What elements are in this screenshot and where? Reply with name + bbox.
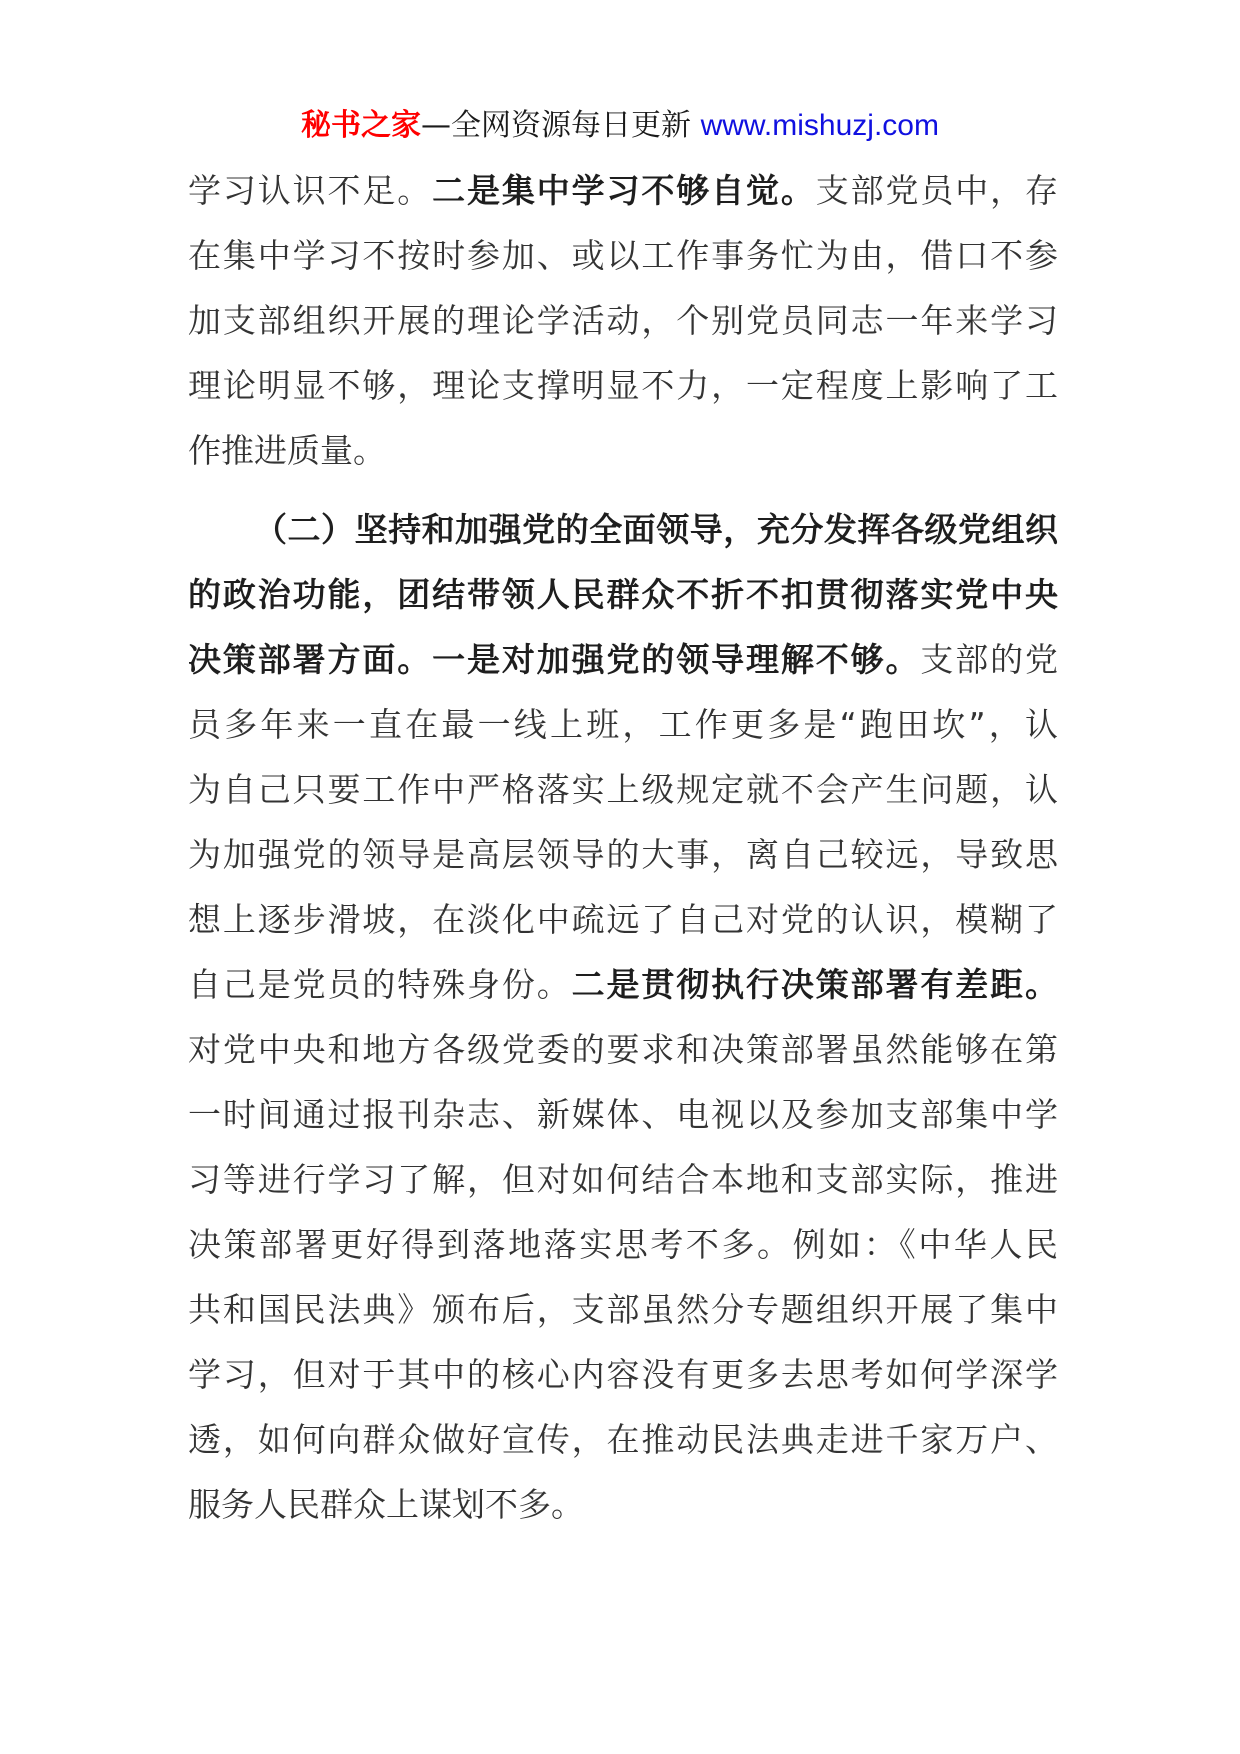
- section-heading-line: 的政治功能，团结带领人民群众不折不扣贯彻落实党中央: [188, 575, 1058, 614]
- bold-heading-run: 二是集中学习不够自觉。: [432, 171, 816, 210]
- text-line: 习等进行学习了解，但对如何结合本地和支部实际，推进: [188, 1160, 1058, 1199]
- brand-name: 秘书之家: [301, 108, 422, 143]
- text-line: 想上逐步滑坡，在淡化中疏远了自己对党的认识，模糊了: [188, 900, 1058, 939]
- text-line: [188, 158, 1058, 223]
- paragraph-1: [188, 158, 1058, 483]
- text-line: 对党中央和地方各级党委的要求和决策部署虽然能够在第: [188, 1030, 1058, 1069]
- text-line: [188, 952, 1058, 1017]
- text-run: 自己是党员的特殊身份。: [188, 965, 572, 1004]
- text-line: 员多年来一直在最一线上班，工作更多是“跑田坎”，认: [188, 705, 1058, 744]
- text-line: 在集中学习不按时参加、或以工作事务忙为由，借口不参: [188, 236, 1058, 275]
- paragraph-2: [188, 497, 1058, 1537]
- text-line: 作推进质量。: [188, 431, 386, 470]
- text-run: 学习认识不足。: [188, 171, 433, 210]
- text-line: 加支部组织开展的理论学活动，个别党员同志一年来学习: [188, 301, 1058, 340]
- text-run: 支部的党: [920, 640, 1058, 679]
- text-line: 一时间通过报刊杂志、新媒体、电视以及参加支部集中学: [188, 1095, 1058, 1134]
- text-line: [188, 627, 1058, 692]
- document-body: [188, 158, 1058, 1537]
- text-line: 服务人民群众上谋划不多。: [188, 1485, 584, 1524]
- section-heading-line: （二）坚持和加强党的全面领导，充分发挥各级党组织: [254, 510, 1058, 549]
- text-line: 学习，但对于其中的核心内容没有更多去思考如何学深学: [188, 1355, 1058, 1394]
- site-header: [0, 104, 1240, 148]
- text-run: 支部党员中，存: [815, 171, 1058, 210]
- bold-heading-run: 二是贯彻执行决策部署有差距。: [571, 965, 1058, 1004]
- text-line: 决策部署更好得到落地落实思考不多。例如：《中华人民: [188, 1225, 1058, 1264]
- text-line: 透，如何向群众做好宣传，在推动民法典走进千家万户、: [188, 1420, 1058, 1459]
- text-line: 共和国民法典》颁布后，支部虽然分专题组织开展了集中: [188, 1290, 1058, 1329]
- text-line: 为加强党的领导是高层领导的大事，离自己较远，导致思: [188, 835, 1058, 874]
- text-line: 理论明显不够，理论支撑明显不力，一定程度上影响了工: [188, 366, 1058, 405]
- bold-heading-run: 决策部署方面。一是对加强党的领导理解不够。: [188, 640, 921, 679]
- text-line: 为自己只要工作中严格落实上级规定就不会产生问题，认: [188, 770, 1058, 809]
- site-url-link[interactable]: www.mishuzj.com: [700, 109, 939, 142]
- header-tagline: —全网资源每日更新: [421, 108, 692, 143]
